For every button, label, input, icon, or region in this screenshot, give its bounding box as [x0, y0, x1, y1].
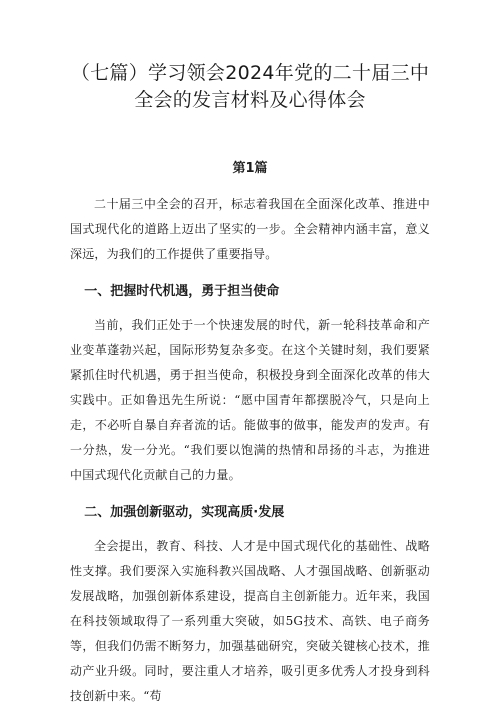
- document-title-line-1: （七篇）学习领会2024年党的二十届三中: [70, 62, 430, 84]
- piece-heading: 第1篇: [232, 161, 268, 176]
- section-paragraph-2: 全会提出，教育、科技、人才是中国式现代化的基础性、战略性支撑。我们要深入实施科教兴国战略、人才强国战略、创新驱动发展战略，加强创新体系建设，提高自主创新能力。近年来，我国在科技领域取得了一系列重大突破，如5G技术、高铁、电子商务等，但我们仍需不断努力，加强基础研究，突破关键核心技术，推动产业升级。同时，要注重人才培养，吸引更多优秀人才投身到科技创新中来。“苟: [70, 539, 430, 703]
- section-heading-2: 二、加强创新驱动，实现高质·发展: [84, 505, 285, 520]
- section-paragraph-1: 当前，我们正处于一个快速发展的时代，新一轮科技革命和产业变革蓬勃兴起，国际形势复杂多变。在这个关键时刻，我们要紧紧抓住时代机遇，勇于担当使命，积极投身到全面深化改革的伟大实践中。正如鲁迅先生所说：“愿中国青年都摆脱冷气，只是向上走，不必听自暴自弃者流的话。能做事的做事，能发声的发声。有一分热，发一分光。“我们要以饱满的热情和昂扬的斗志，为推进中国式现代化贡献自己的力量。: [70, 318, 430, 482]
- section-heading-1: 一、把握时代机遇，勇于担当使命: [84, 284, 280, 299]
- intro-paragraph: 二十届三中全会的召开，标志着我国在全面深化改革、推进中国式现代化的道路上迈出了坚实的一步。全会精神内涵丰富，意义深远，为我们的工作提供了重要指导。: [70, 197, 430, 261]
- document-title: [70, 60, 430, 114]
- document-title-line-2: 全会的发言材料及心得体会: [134, 89, 366, 111]
